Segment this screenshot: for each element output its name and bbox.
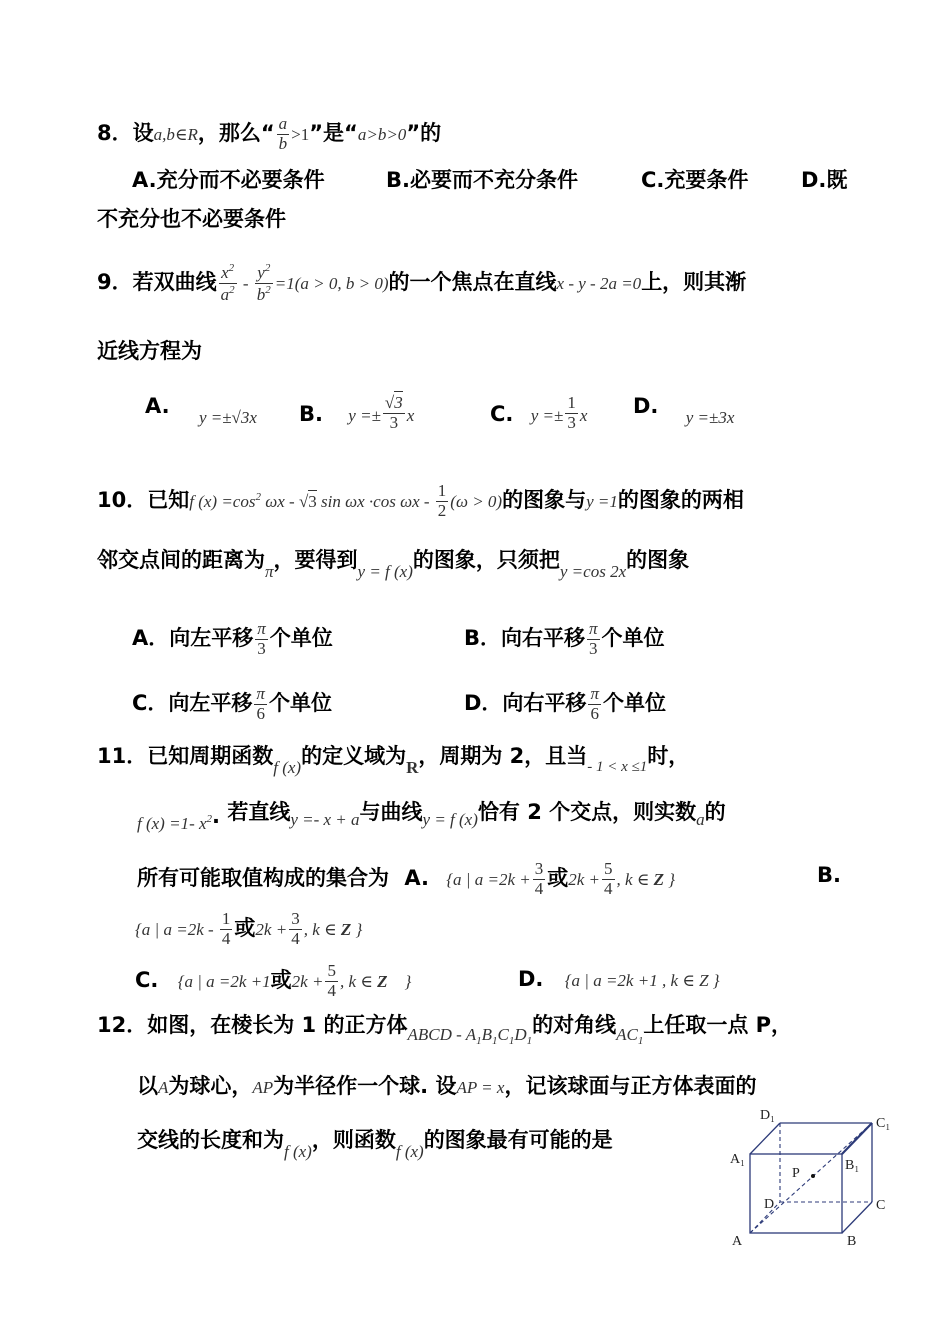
edge-a1-d1 xyxy=(750,1123,780,1154)
q9-option-c[interactable]: C. $_{y =\pm}$ $\frac{1}{3}$ $_x$ xyxy=(490,393,588,432)
label-a: A xyxy=(732,1234,743,1249)
q8-option-c[interactable]: C.充要条件 xyxy=(641,168,749,192)
q10-stem-line2: 邻交点间的距离为$_\pi$，要得到$_{y = f (x)}$的图象，只须把$_{y =cos 2x}$的图象 xyxy=(97,548,690,581)
q11-option-a[interactable]: A. {a | a =2k + $\frac{3}{4}$ 或2k + $\frac{5}{4}$ , k ∈ Z } xyxy=(404,859,676,898)
q11-stem: 11．已知周期函数$_{f (x)}$的定义域为$_R$，周期为 2，且当$_{- 1 < x \le 1}$时， xyxy=(97,744,690,777)
q8-option-d-continued: 不充分也不必要条件 xyxy=(97,207,286,231)
q9-option-c-fraction: $\frac{1}{3}$ xyxy=(567,393,576,432)
q11-option-c[interactable]: C. {a | a =2k +1或2k + $\frac{5}{4}$ , k ∈ Z } xyxy=(135,961,412,1000)
q12-stem-line3: 交线的长度和为$_{f (x)}$，则函数$_{f (x)}$的图象最有可能的是 xyxy=(137,1128,613,1161)
q12-stem: 12．如图，在棱长为 1 的正方体$_{ABCD - A_1B_1C_1D_1}$的对角线$_{AC_1}$上任取一点 P， xyxy=(97,1013,793,1047)
q8-fraction: $\frac{a}{b}$ xyxy=(278,114,288,153)
label-p: P xyxy=(792,1166,800,1181)
label-d: D xyxy=(764,1197,775,1212)
q10-option-d[interactable]: D．向右平移 $\frac{\pi}{6}$ 个单位 xyxy=(464,684,666,723)
q11-range: - 1 < x ≤1 xyxy=(587,759,648,775)
label-b1: B₁ xyxy=(845,1158,860,1173)
q10-y-equals-1: y =1 xyxy=(586,492,618,512)
diagonal-ac1 xyxy=(750,1123,872,1233)
q8-option-a[interactable]: A.充分而不必要条件 xyxy=(132,168,325,192)
label-a1: A₁ xyxy=(730,1152,745,1167)
q12-cube-name: ABCD - A1B1C1D1 xyxy=(407,1025,533,1047)
q12-diagonal: AC1 xyxy=(616,1025,644,1047)
q9-option-b[interactable]: B. $_{y =\pm}$ $\frac{√3}{3}$ $_x$ xyxy=(299,393,415,432)
q9-option-d[interactable]: D. $_{y =\pm 3x}$ xyxy=(633,394,735,427)
q10-pi: π xyxy=(265,562,274,581)
q8-option-b[interactable]: B.必要而不充分条件 xyxy=(386,168,578,192)
q11-definition: f (x) =1- x2 xyxy=(137,813,213,833)
q9-option-a-expr: y =±√3x xyxy=(198,408,257,427)
q8-option-d[interactable]: D.既 xyxy=(801,168,848,192)
q8-stem: 8．设a,b∈R，那么“ $\frac{a}{b}$ >1”是“a>b>0”的 xyxy=(97,114,442,153)
edge-b-c xyxy=(842,1202,872,1233)
q9-hyperbola-condition: =1(a > 0, b > 0) xyxy=(274,274,389,294)
q9-fraction-y: $\frac{y^2}{b^2}$ xyxy=(256,262,271,304)
q10-option-b[interactable]: B．向右平移 $\frac{\pi}{3}$ 个单位 xyxy=(464,619,665,658)
label-c1: C₁ xyxy=(876,1116,891,1131)
label-d1: D₁ xyxy=(760,1108,775,1123)
q12-stem-line2: 以A为球心，AP为半径作一个球. 设AP = x，记该球面与正方体表面的 xyxy=(137,1074,757,1098)
q11-option-b[interactable]: {a | a =2k - $\frac{1}{4}$ 或2k + $\frac{3}{4}$ , k ∈ Z } xyxy=(135,909,363,948)
q10-option-a[interactable]: A．向左平移 $\frac{\pi}{3}$ 个单位 xyxy=(132,619,333,658)
q10-stem: 10．已知f $(x) =\cos^2$ ωx - √3 sin ωx ·cos ωx - $\frac{1}{2}$ (ω > 0)的图象与y =1的图象的两相 xyxy=(97,481,744,520)
q9-option-a[interactable]: A. $_{y =\pm√3x}$ xyxy=(145,394,257,427)
q9-stem-continued: 近线方程为 xyxy=(97,339,202,363)
q11-option-b-label[interactable]: B. xyxy=(817,863,841,887)
q9-stem: 9．若双曲线 $\frac{x^2}{a^2}$ - $\frac{y^2}{b^2}$ =1(a > 0, b > 0)的一个焦点在直线x - y - 2a =0上，则其渐 xyxy=(97,262,747,304)
q8-condition-ab-real: a,b∈R xyxy=(153,125,198,145)
label-b: B xyxy=(847,1234,857,1249)
q11-stem-line2: $_{f (x) =1- x^2}$. 若直线$_{y =- x + a}$与曲线$_{y = f (x)}$恰有 2 个交点，则实数$_a$的 xyxy=(137,800,726,833)
q12-cube-figure xyxy=(722,1105,902,1250)
q10-y-fx: y = f (x) xyxy=(357,562,413,581)
q9-line: x - y - 2a =0 xyxy=(556,274,642,294)
label-c: C xyxy=(876,1198,886,1213)
q10-option-c[interactable]: C．向左平移 $\frac{\pi}{6}$ 个单位 xyxy=(132,684,332,723)
q9-option-b-fraction: $\frac{√3}{3}$ xyxy=(384,393,403,432)
q9-fraction-x: $\frac{x^2}{a^2}$ xyxy=(220,262,235,304)
q11-option-d[interactable]: D. {a | a =2k +1 , k ∈ Z } xyxy=(518,967,720,991)
q11-stem-line3: 所有可能取值构成的集合为 A. {a | a =2k + $\frac{3}{4}$ 或2k + $\frac{5}{4}$ , k ∈ Z } xyxy=(137,859,676,898)
q9-option-d-expr: y =±3x xyxy=(685,408,735,427)
q10-y-cos2x: y =cos 2x xyxy=(559,562,627,581)
point-p xyxy=(811,1174,815,1178)
q10-half-fraction: $\frac{1}{2}$ xyxy=(437,481,447,520)
q8-condition-a-gt-b: a>b>0 xyxy=(357,125,407,145)
